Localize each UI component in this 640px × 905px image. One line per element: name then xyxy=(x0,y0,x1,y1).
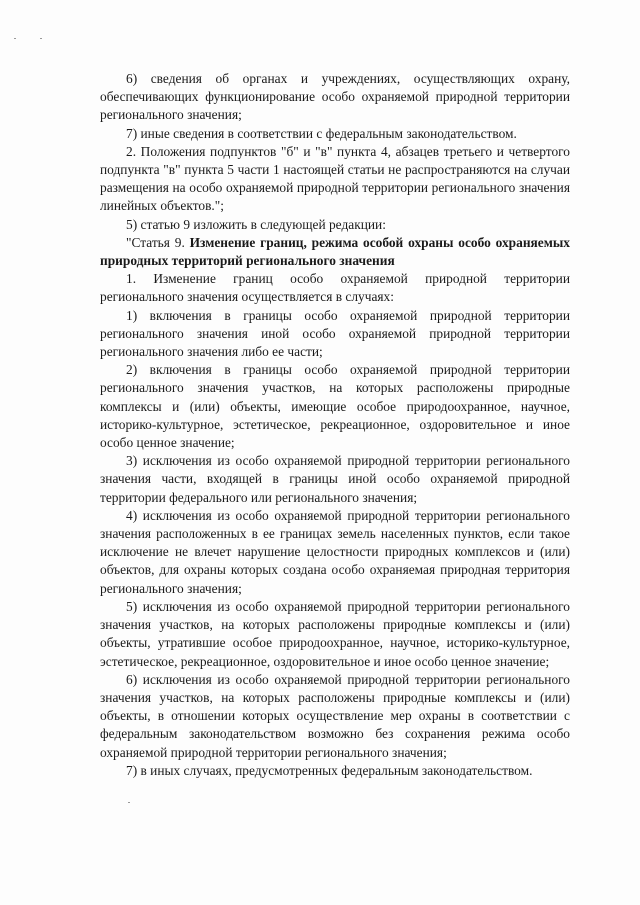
scan-speck xyxy=(40,38,42,39)
paragraph: 6) исключения из особо охраняемой природной территории регионального значения участков, на которых расположены природные комплексы и (или) объекты, в отношении которых осуществление мер охраны в соответствии с федеральным законодательством возможно без сохранения режима особо охраняемой природной территории регионального значения; xyxy=(100,671,570,760)
article-prefix: "Статья 9. xyxy=(126,234,190,250)
paragraph: 7) иные сведения в соответствии с федеральным законодательством. xyxy=(126,125,517,141)
scan-speck xyxy=(14,38,16,39)
paragraph: 5) исключения из особо охраняемой природной территории регионального значения участков, на которых расположены природные комплексы и (или) объекты, утратившие особое природоохранное, научное, историко-культурное, эстетическое, рекреационное, оздоровительное и иное особо ценное значение; xyxy=(100,598,570,669)
paragraph: 6) сведения об органах и учреждениях, осуществляющих охрану, обеспечивающих функционирование особо охраняемой природной территории регионального значения; xyxy=(100,71,570,123)
paragraph: 5) статью 9 изложить в следующей редакции: xyxy=(126,216,386,232)
article-title: Изменение границ, режима особой охраны особо охраняемых природных территорий регионального значения xyxy=(100,234,570,269)
paragraph: 2) включения в границы особо охраняемой природной территории регионального значения участков, на которых расположены природные комплексы и (или) объекты, имеющие особое природоохранное, научное, историко-культурное, эстетическое, рекреационное, оздоровительное и иное особо ценное значение; xyxy=(100,362,570,451)
paragraph: 3) исключения из особо охраняемой природной территории регионального значения части, входящей в границы иной особо охраняемой природной территории федерального или регионального значения; xyxy=(100,453,570,505)
document-body xyxy=(100,70,570,780)
paragraph: 7) в иных случаях, предусмотренных федеральным законодательством. xyxy=(126,762,533,778)
paragraph: 2. Положения подпунктов "б" и "в" пункта 4, абзацев третьего и четвертого подпункта "в" пункта 5 части 1 настоящей статьи не распространяются на случаи размещения на особо охраняемой природной территории регионального значения линейных объектов."; xyxy=(100,143,570,214)
scan-speck xyxy=(128,802,130,803)
paragraph: 1) включения в границы особо охраняемой природной территории регионального значения иной особо охраняемой природной территории регионального значения либо ее части; xyxy=(100,307,570,360)
paragraph: 4) исключения из особо охраняемой природной территории регионального значения расположенных в ее границах земель населенных пунктов, если такое исключение не влечет нарушение целостности природных комплексов и (или) объектов, для охраны которых создана особо охраняемая природная территория регионального значения; xyxy=(100,507,570,596)
paragraph: 1. Изменение границ особо охраняемой природной территории регионального значения осуществляется в случаях: xyxy=(100,271,570,305)
article-heading xyxy=(100,234,570,270)
